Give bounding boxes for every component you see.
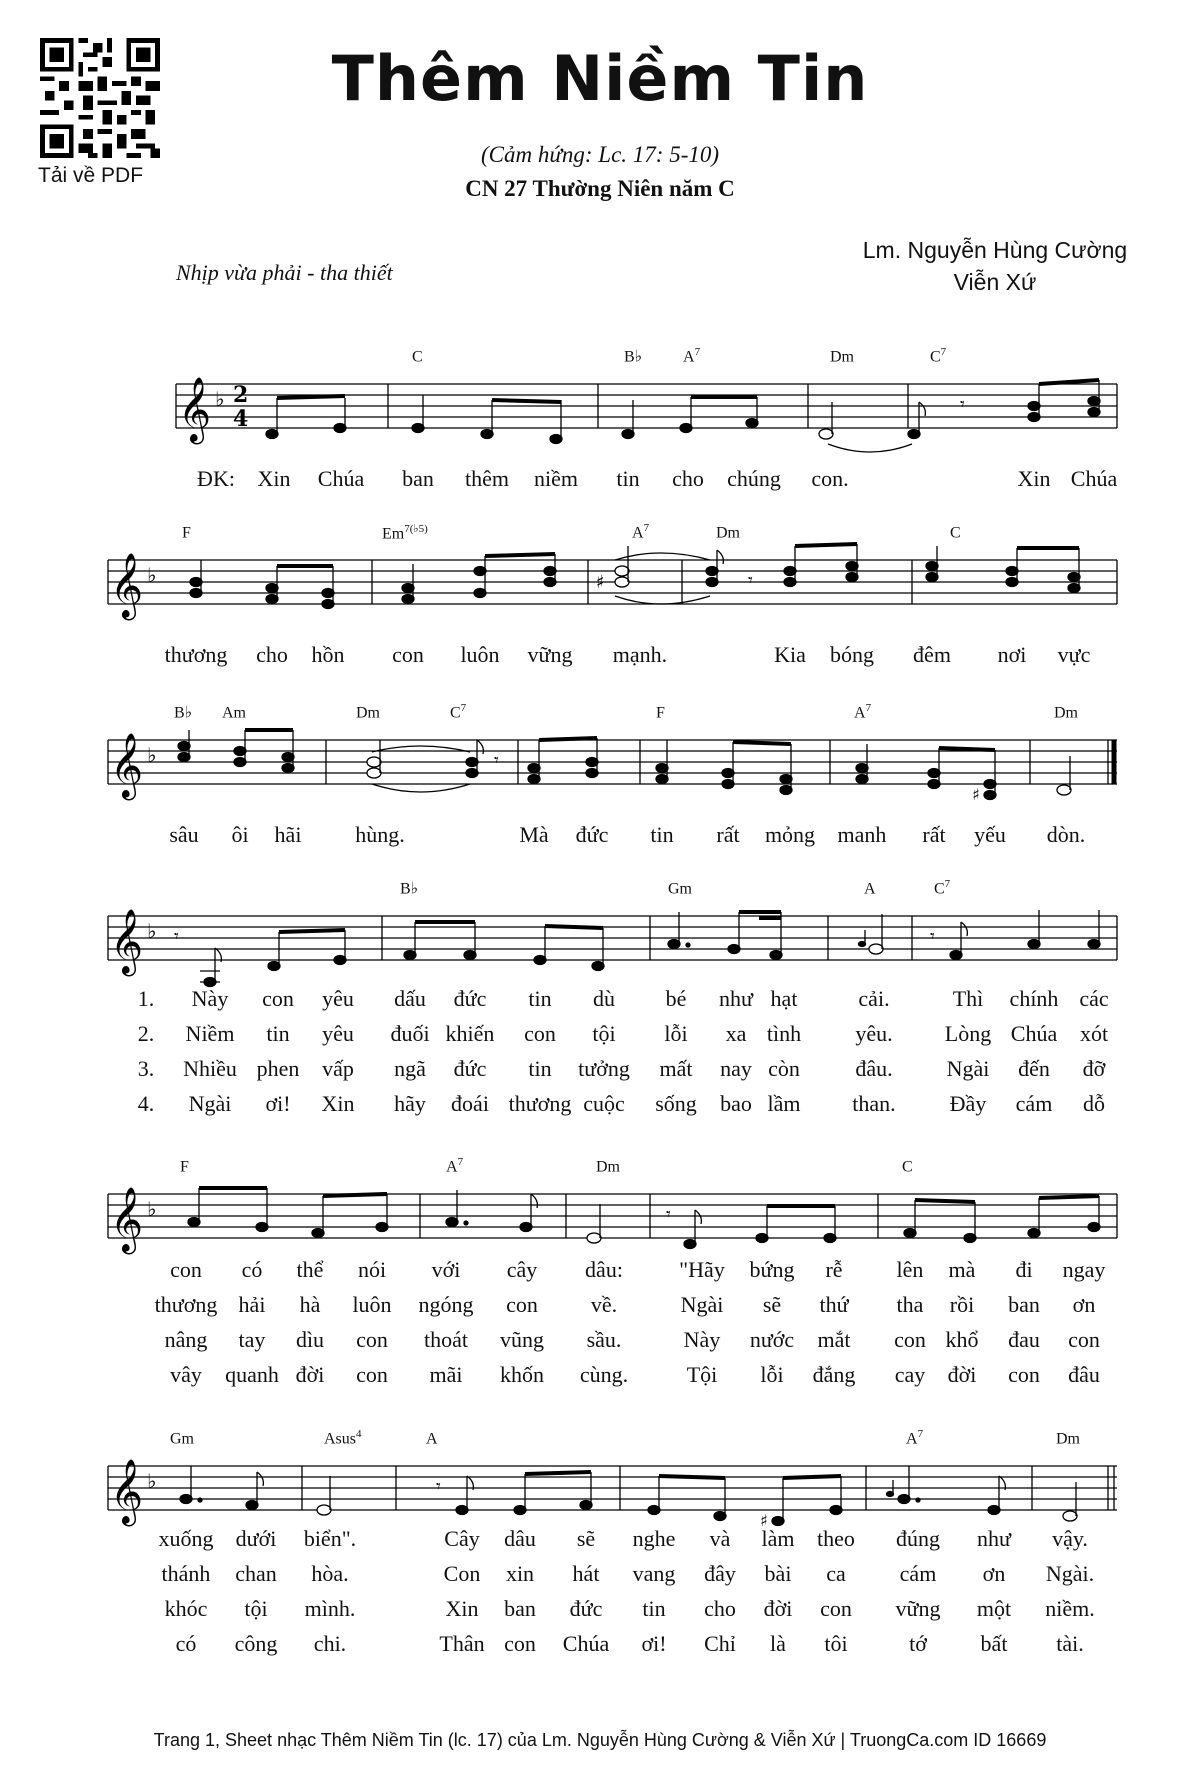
chord-symbol: $A^7$ — [632, 522, 650, 542]
lyric-syllable: đau — [1008, 1327, 1040, 1352]
lyric-syllable: công — [234, 1631, 278, 1656]
chord-symbol: Am — [222, 704, 246, 722]
lyric-syllable: đức — [575, 822, 609, 847]
eighth-rest-icon: 𝄾 — [960, 394, 965, 415]
lyric-syllable: 1. — [137, 986, 155, 1011]
chord-symbol: B♭ — [400, 880, 419, 898]
lyric-syllable: Chúa — [1070, 466, 1118, 491]
time-signature-bottom: 4 — [233, 406, 249, 432]
lyric-syllable: đắng — [812, 1362, 856, 1387]
lyric-syllable: dòn. — [1046, 822, 1086, 847]
chord-symbol: Dm — [1054, 704, 1078, 722]
lyric-syllable: chi. — [313, 1631, 347, 1656]
lyric-syllable: vũng — [500, 1327, 544, 1352]
lyric-syllable: nơi — [997, 642, 1027, 667]
lyric-syllable: dìu — [295, 1327, 325, 1352]
lyric-syllable: và — [709, 1526, 731, 1551]
chord-symbol: $C^7$ — [930, 346, 947, 366]
lyric-syllable: Xin — [1017, 466, 1051, 491]
lyric-syllable: rất — [922, 822, 946, 847]
lyric-syllable: cho — [704, 1596, 736, 1621]
lyric-syllable: Mà — [519, 822, 549, 847]
lyric-syllable: Xin — [321, 1091, 355, 1116]
lyric-syllable: tin — [616, 466, 640, 491]
chord-symbol: Dm — [716, 524, 740, 542]
lyric-syllable: thương — [154, 1292, 218, 1317]
lyric-syllable: quanh — [225, 1362, 279, 1387]
lyric-syllable: con — [1068, 1327, 1100, 1352]
lyric-syllable: ơi! — [641, 1631, 667, 1656]
lyric-syllable: Xin — [445, 1596, 479, 1621]
lyric-syllable: mỏng — [764, 822, 816, 847]
chord-symbol: $Em^{7(♭5)}$ — [382, 523, 428, 543]
eighth-rest-icon: 𝄾 — [494, 750, 499, 771]
staff-lines-4 — [0, 872, 1200, 1002]
chord-symbol: C — [412, 348, 423, 366]
lyric-syllable: mãi — [429, 1362, 463, 1387]
lyric-syllable: tin — [642, 1596, 666, 1621]
lyric-syllable: tay — [238, 1327, 266, 1352]
lyric-syllable: tin — [528, 1056, 552, 1081]
sharp-accidental-icon: ♯ — [972, 785, 980, 804]
download-pdf-link[interactable]: Tải về PDF — [38, 164, 144, 187]
page-footer: Trang 1, Sheet nhạc Thêm Niềm Tin (lc. 17) của Lm. Nguyễn Hùng Cường & Viễn Xứ | TruongCa.com ID 16669 — [153, 1730, 1047, 1750]
lyric-syllable: dù — [593, 986, 615, 1011]
lyric-syllable: như — [977, 1526, 1011, 1551]
lyric-syllable: chan — [235, 1561, 277, 1586]
lyric-syllable: đi — [1015, 1257, 1033, 1282]
song-title: Thêm Niềm Tin — [331, 42, 869, 115]
lyric-syllable: Con — [443, 1561, 481, 1586]
chord-symbol: A — [426, 1430, 438, 1448]
lyric-syllable: đây — [704, 1561, 736, 1586]
lyric-syllable: đỡ — [1082, 1056, 1106, 1081]
lyric-syllable: Này — [683, 1327, 721, 1352]
eighth-rest-icon: 𝄾 — [436, 1476, 441, 1497]
treble-clef-icon: 𝄞 — [110, 1187, 144, 1252]
sharp-accidental-icon: ♯ — [760, 1511, 768, 1530]
lyric-syllable: con — [1008, 1362, 1040, 1387]
lyric-syllable: về. — [590, 1292, 618, 1317]
lyric-syllable: cám — [899, 1561, 937, 1586]
lyric-syllable: ngay — [1062, 1257, 1106, 1282]
flat-key-signature-icon: ♭ — [147, 919, 157, 943]
chord-symbol: Asus$^4$ — [324, 1428, 362, 1448]
lyric-syllable: con — [262, 986, 294, 1011]
lyric-syllable: đâu. — [855, 1056, 893, 1081]
lyric-syllable: mạnh. — [612, 642, 668, 667]
chord-symbol: Dm — [596, 1158, 620, 1176]
lyric-syllable: con — [506, 1292, 538, 1317]
lyric-syllable: vấp — [322, 1056, 354, 1081]
lyric-syllable: Niềm — [185, 1021, 235, 1046]
chord-symbol: $A^7$ — [906, 1428, 924, 1448]
composer-credit — [800, 234, 1190, 298]
lyric-syllable: đức — [453, 986, 487, 1011]
lyric-syllable: đâu — [1068, 1362, 1100, 1387]
lyric-syllable: xuống — [158, 1526, 214, 1551]
lyric-syllable: nghe — [632, 1526, 676, 1551]
lyric-syllable: Ngài — [188, 1091, 232, 1116]
eighth-rest-icon: 𝄾 — [666, 1204, 671, 1225]
lyric-syllable: lỗi — [760, 1362, 784, 1387]
lyric-syllable: vang — [632, 1561, 676, 1586]
chord-symbol: Dm — [830, 348, 854, 366]
lyric-syllable: thoát — [424, 1327, 468, 1352]
lyric-syllable: yếu — [974, 822, 1006, 847]
lyric-syllable: Ngài. — [1045, 1561, 1095, 1586]
lyric-syllable: xa — [725, 1021, 747, 1046]
lyric-syllable: đời — [295, 1362, 325, 1387]
chord-symbol: $A^7$ — [446, 1156, 464, 1176]
lyric-syllable: niềm. — [1045, 1596, 1095, 1621]
lyric-syllable: nay — [720, 1056, 752, 1081]
lyric-syllable: chúng — [727, 466, 781, 491]
lyric-syllable: đức — [453, 1056, 487, 1081]
chord-symbol: $C^7$ — [934, 878, 951, 898]
lyric-syllable: 3. — [137, 1056, 155, 1081]
lyric-syllable: hùng. — [355, 822, 405, 847]
lyric-syllable: con — [356, 1362, 388, 1387]
lyric-syllable: Chỉ — [704, 1631, 736, 1656]
eighth-rest-icon: 𝄾 — [174, 926, 179, 947]
lyric-syllable: luôn — [460, 642, 500, 667]
lyric-syllable: ban — [1008, 1292, 1040, 1317]
lyric-syllable: khóc — [164, 1596, 208, 1621]
lyric-syllable: niềm — [534, 466, 578, 491]
treble-clef-icon: 𝄞 — [110, 553, 144, 618]
lyric-syllable: tội — [244, 1596, 268, 1621]
time-signature-top: 2 — [233, 382, 249, 408]
lyric-syllable: Cây — [444, 1526, 480, 1551]
lyric-syllable: bóng — [830, 642, 874, 667]
lyric-syllable: ngã — [394, 1056, 426, 1081]
staff-lines-2 — [0, 516, 1200, 636]
lyric-syllable: bao — [720, 1091, 752, 1116]
chord-symbol: C — [902, 1158, 913, 1176]
flat-key-signature-icon: ♭ — [147, 743, 157, 767]
lyric-syllable: con — [820, 1596, 852, 1621]
liturgical-occasion: CN 27 Thường Niên năm C — [465, 176, 735, 201]
chord-symbol: C — [950, 524, 961, 542]
chord-symbol: B♭ — [174, 704, 193, 722]
lyric-syllable: mắt — [817, 1327, 851, 1352]
lyric-syllable: Đầy — [949, 1091, 987, 1116]
lyric-syllable: tha — [896, 1292, 924, 1317]
lyric-syllable: hòa. — [311, 1561, 349, 1586]
lyric-syllable: than. — [852, 1091, 896, 1116]
lyric-syllable: dỗ — [1083, 1091, 1105, 1116]
lyric-syllable: hãy — [394, 1091, 426, 1116]
lyric-syllable: theo — [817, 1526, 855, 1551]
lyric-syllable: hà — [299, 1292, 321, 1317]
treble-clef-icon: 𝄞 — [178, 377, 212, 442]
lyric-syllable: Thì — [952, 986, 984, 1011]
lyric-syllable: ngóng — [418, 1292, 474, 1317]
lyric-syllable: rồi — [949, 1292, 975, 1317]
lyric-syllable: hãi — [274, 822, 302, 847]
lyric-syllable: ca — [826, 1561, 846, 1586]
lyric-syllable: Xin — [257, 466, 291, 491]
lyric-syllable: thương — [164, 642, 228, 667]
chord-symbol: A — [864, 880, 876, 898]
lyric-syllable: luôn — [352, 1292, 392, 1317]
lyric-syllable: Chúa — [1010, 1021, 1058, 1046]
lyric-syllable: rễ — [825, 1257, 843, 1282]
lyric-syllable: các — [1079, 986, 1109, 1011]
chord-symbol: F — [182, 524, 191, 542]
lyric-syllable: yêu. — [855, 1021, 893, 1046]
lyric-syllable: lỗi — [664, 1021, 688, 1046]
lyric-syllable: Chúa — [562, 1631, 610, 1656]
lyric-syllable: Nhiều — [183, 1056, 237, 1081]
lyric-syllable: vậy. — [1052, 1526, 1088, 1551]
lyric-syllable: cuộc — [583, 1091, 625, 1116]
lyric-syllable: cây — [506, 1257, 538, 1282]
lyric-syllable: Kia — [774, 642, 806, 667]
lyric-syllable: mình. — [304, 1596, 356, 1621]
lyric-syllable: con — [894, 1327, 926, 1352]
lyric-syllable: đến — [1018, 1056, 1050, 1081]
lyric-syllable: mà — [948, 1257, 976, 1282]
eighth-rest-icon: 𝄾 — [748, 570, 753, 591]
lyric-syllable: mất — [659, 1056, 693, 1081]
treble-clef-icon: 𝄞 — [110, 909, 144, 974]
treble-clef-icon: 𝄞 — [110, 1459, 144, 1524]
lyric-syllable: Tội — [686, 1362, 718, 1387]
lyric-syllable: thánh — [161, 1561, 211, 1586]
lyric-syllable: còn — [768, 1056, 800, 1081]
lyric-syllable: đúng — [896, 1526, 940, 1551]
lyric-syllable: Này — [191, 986, 229, 1011]
lyric-syllable: sẽ — [576, 1526, 596, 1551]
lyric-syllable: dâu — [504, 1526, 536, 1551]
lyric-syllable: là — [770, 1631, 786, 1656]
lyric-syllable: ôi — [231, 822, 249, 847]
lyric-syllable: 4. — [137, 1091, 155, 1116]
lyric-syllable: tội — [592, 1021, 616, 1046]
lyric-syllable: với — [431, 1257, 461, 1282]
lyric-syllable: yêu — [322, 1021, 354, 1046]
lyric-syllable: manh — [837, 822, 887, 847]
lyric-syllable: đoái — [451, 1091, 489, 1116]
eighth-rest-icon: 𝄾 — [930, 926, 935, 947]
lyric-syllable: Thân — [439, 1631, 485, 1656]
chord-symbol: $A^7$ — [854, 702, 872, 722]
lyric-syllable: có — [241, 1257, 263, 1282]
lyric-syllable: vững — [527, 642, 573, 667]
lyric-syllable: sâu — [169, 822, 199, 847]
lyric-syllable: đuối — [390, 1021, 430, 1046]
lyric-syllable: sống — [655, 1091, 697, 1116]
lyric-syllable: cay — [894, 1362, 926, 1387]
lyric-syllable: nước — [749, 1327, 795, 1352]
lyric-syllable: Ngài — [680, 1292, 724, 1317]
lyric-syllable: Chúa — [317, 466, 365, 491]
lyric-syllable: làm — [761, 1526, 795, 1551]
chord-symbol: Dm — [1056, 1430, 1080, 1448]
lyric-syllable: tớ — [909, 1631, 927, 1656]
lyric-syllable: Ngài — [946, 1056, 990, 1081]
flat-key-signature-icon: ♭ — [147, 1469, 157, 1493]
lyric-syllable: một — [976, 1596, 1012, 1621]
lyric-syllable: hồn — [311, 642, 345, 667]
lyric-syllable: khiến — [445, 1021, 495, 1046]
lyric-syllable: lầm — [767, 1091, 801, 1116]
lyric-syllable: thêm — [465, 466, 509, 491]
lyric-syllable: vực — [1057, 642, 1091, 667]
lyric-syllable: vững — [895, 1596, 941, 1621]
lyric-syllable: cải. — [858, 986, 890, 1011]
chord-symbol: $C^7$ — [450, 702, 467, 722]
lyric-syllable: đức — [569, 1596, 603, 1621]
sharp-accidental-icon: ♯ — [596, 572, 605, 593]
lyric-syllable: hát — [572, 1561, 600, 1586]
lyric-syllable: thể — [296, 1257, 324, 1282]
lyric-syllable: hải — [238, 1292, 266, 1317]
lyric-syllable: thương — [508, 1091, 572, 1116]
lyric-syllable: yêu — [322, 986, 354, 1011]
lyric-syllable: bất — [980, 1631, 1008, 1656]
lyric-syllable: biển". — [303, 1526, 357, 1551]
lyric-syllable: ban — [504, 1596, 536, 1621]
lyric-syllable: phen — [256, 1056, 300, 1081]
lyric-syllable: dưới — [235, 1526, 277, 1551]
flat-key-signature-icon: ♭ — [215, 387, 225, 411]
lyric-syllable: khốn — [500, 1362, 544, 1387]
lyric-syllable: con — [356, 1327, 388, 1352]
lyric-syllable: thứ — [819, 1292, 849, 1317]
lyric-syllable: cám — [1015, 1091, 1053, 1116]
tempo-marking: Nhịp vừa phải - tha thiết — [176, 260, 393, 285]
lyric-syllable: cho — [672, 466, 704, 491]
lyric-syllable: ban — [402, 466, 434, 491]
lyric-syllable: tình — [766, 1021, 802, 1046]
lyric-syllable: con — [524, 1021, 556, 1046]
lyric-syllable: tin — [528, 986, 552, 1011]
lyric-syllable: đời — [763, 1596, 793, 1621]
lyric-syllable: lên — [896, 1257, 924, 1282]
lyric-syllable: tài. — [1056, 1631, 1084, 1656]
lyric-syllable: Lòng — [944, 1021, 992, 1046]
lyric-syllable: khổ — [945, 1327, 979, 1352]
lyric-syllable: 2. — [137, 1021, 155, 1046]
chord-symbol: Gm — [170, 1430, 194, 1448]
composer-name: Lm. Nguyễn Hùng Cường — [862, 237, 1128, 263]
lyric-syllable: tin — [266, 1021, 290, 1046]
lyric-syllable: có — [175, 1631, 197, 1656]
lyric-syllable: bé — [665, 986, 687, 1011]
lyric-syllable: dấu — [394, 986, 426, 1011]
chord-symbol: $A^7$ — [683, 346, 701, 366]
lyric-syllable: con. — [811, 466, 849, 491]
treble-clef-icon: 𝄞 — [110, 733, 144, 798]
lyricist-name: Viễn Xứ — [953, 269, 1037, 295]
lyric-syllable: vây — [170, 1362, 202, 1387]
lyric-syllable: con — [504, 1631, 536, 1656]
lyric-syllable: xin — [505, 1561, 535, 1586]
lyric-syllable: xót — [1079, 1021, 1109, 1046]
lyric-syllable: cho — [256, 642, 288, 667]
lyric-syllable: hạt — [770, 986, 798, 1011]
lyric-syllable: tưởng — [578, 1056, 630, 1081]
lyric-syllable: nâng — [164, 1327, 208, 1352]
lyric-syllable: nói — [357, 1257, 387, 1282]
lyric-syllable: tôi — [824, 1631, 848, 1656]
lyric-syllable: ơn — [982, 1561, 1006, 1586]
flat-key-signature-icon: ♭ — [147, 563, 157, 587]
lyric-syllable: ĐK: — [197, 466, 235, 491]
lyric-syllable: đêm — [913, 642, 951, 667]
lyric-syllable: như — [719, 986, 753, 1011]
chord-symbol: Dm — [356, 704, 380, 722]
lyric-syllable: đời — [947, 1362, 977, 1387]
lyric-syllable: sầu. — [586, 1327, 622, 1352]
inspiration-reference: (Cảm hứng: Lc. 17: 5-10) — [480, 142, 720, 167]
chord-symbol: F — [180, 1158, 189, 1176]
lyric-syllable: bài — [764, 1561, 792, 1586]
chord-symbol: F — [656, 704, 665, 722]
lyric-syllable: ơi! — [265, 1091, 291, 1116]
lyric-syllable: cùng. — [579, 1362, 629, 1387]
chord-symbol: Gm — [668, 880, 692, 898]
lyric-syllable: ơn — [1072, 1292, 1096, 1317]
lyric-syllable: tin — [650, 822, 674, 847]
staff-lines-1 — [0, 340, 1200, 460]
lyric-syllable: rất — [716, 822, 740, 847]
lyric-syllable: chính — [1009, 986, 1059, 1011]
lyric-syllable: "Hãy — [679, 1257, 725, 1282]
chord-symbol: B♭ — [624, 348, 643, 366]
flat-key-signature-icon: ♭ — [147, 1197, 157, 1221]
lyric-syllable: sẽ — [762, 1292, 782, 1317]
lyric-syllable: con — [392, 642, 424, 667]
lyric-syllable: dâu: — [585, 1257, 623, 1282]
lyric-syllable: con — [170, 1257, 202, 1282]
lyric-syllable: bứng — [749, 1257, 795, 1282]
